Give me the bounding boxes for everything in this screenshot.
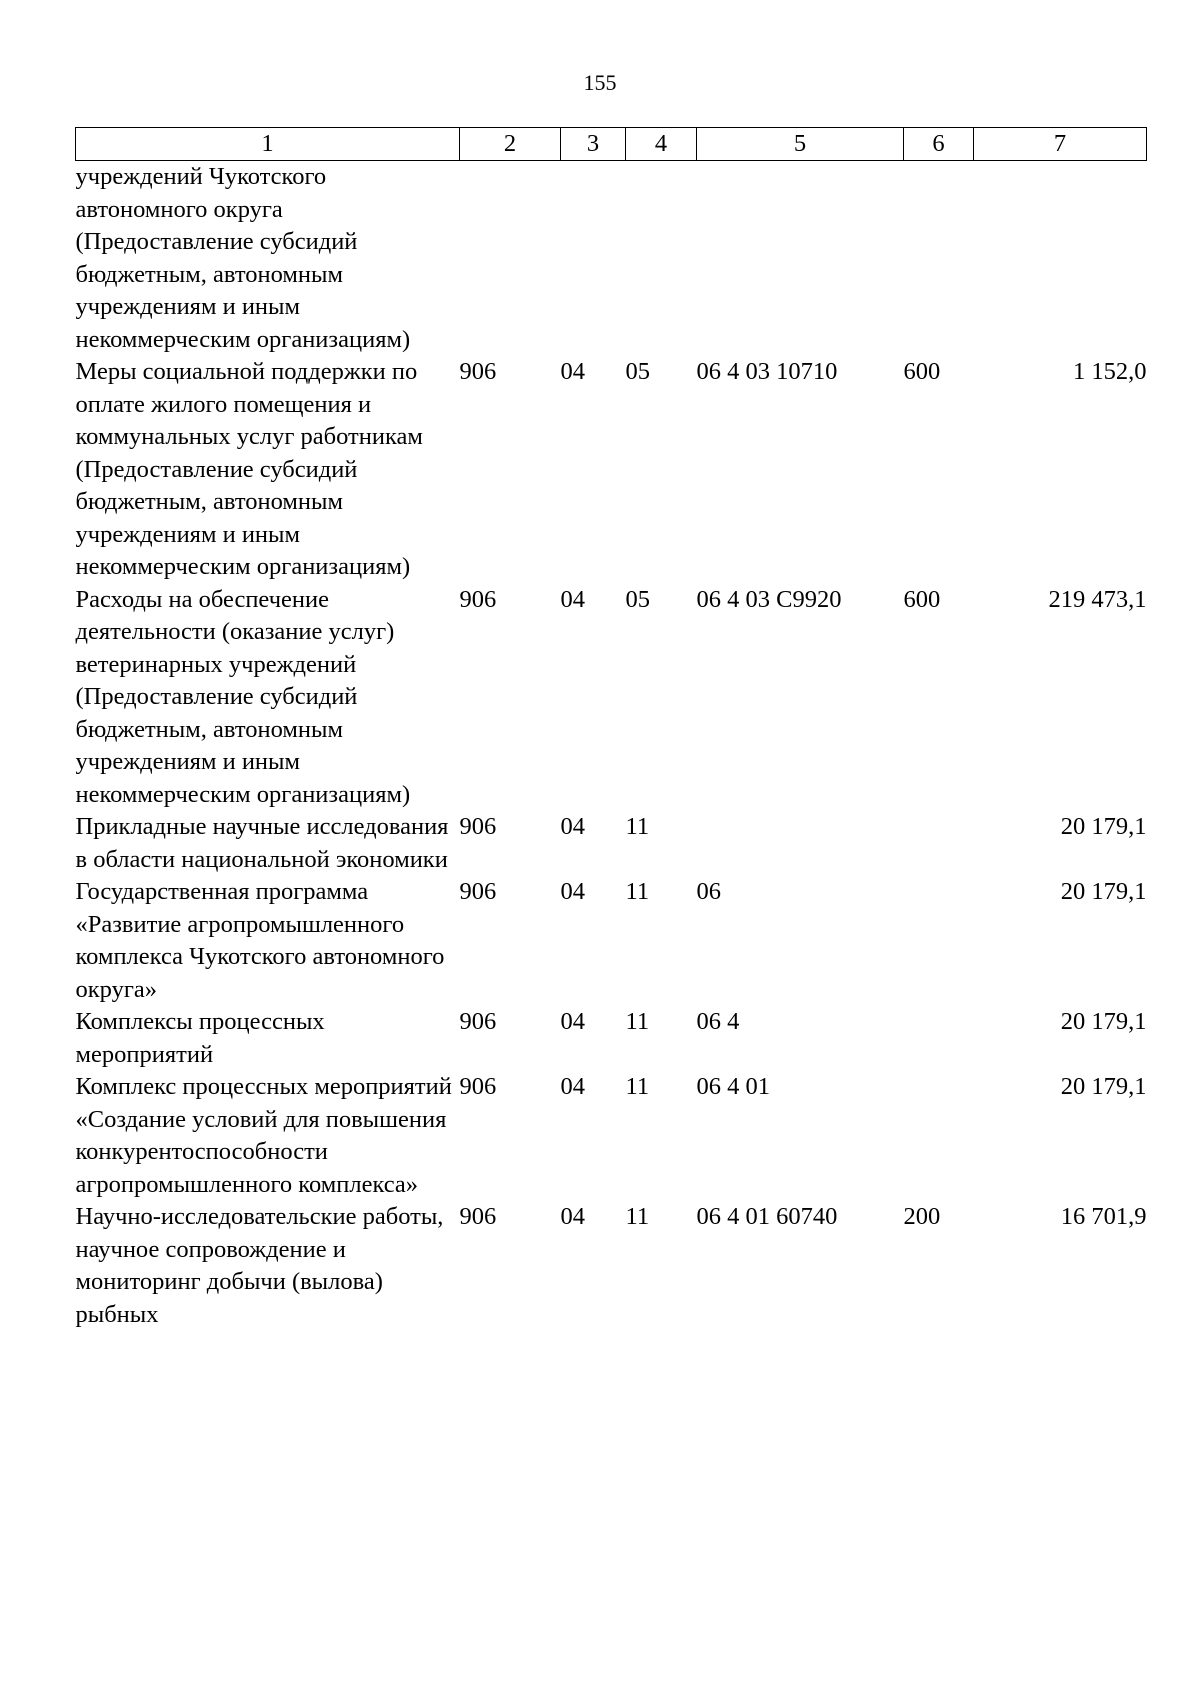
row-name: Прикладные научные исследования в области национальной экономики xyxy=(75,813,449,873)
row-amount: 1 152,0 xyxy=(1073,358,1147,385)
row-target-article: 06 4 03 10710 xyxy=(696,358,838,385)
header-col-1: 1 xyxy=(76,128,460,161)
row-section-code: 04 xyxy=(560,813,585,840)
table-row xyxy=(76,584,1147,812)
table-row xyxy=(76,1006,1147,1071)
row-expense-type xyxy=(904,811,974,876)
row-gr-code xyxy=(460,161,561,357)
row-subsection-code xyxy=(626,161,697,357)
row-subsection-code: 11 xyxy=(625,878,650,905)
header-col-6: 6 xyxy=(904,128,974,161)
table-row xyxy=(76,356,1147,584)
row-expense-type xyxy=(904,876,974,1006)
row-gr-code: 906 xyxy=(459,358,497,385)
budget-table xyxy=(75,127,1147,1331)
header-col-2: 2 xyxy=(460,128,561,161)
table-row xyxy=(76,161,1147,357)
row-gr-code: 906 xyxy=(459,1073,497,1100)
row-subsection-code: 11 xyxy=(625,813,650,840)
row-section-code: 04 xyxy=(560,585,585,613)
row-gr-code: 906 xyxy=(459,813,497,840)
row-subsection-code: 11 xyxy=(625,1073,650,1100)
row-target-article: 06 4 01 xyxy=(696,1073,770,1100)
row-subsection-code: 11 xyxy=(625,1203,650,1230)
row-expense-type: 600 xyxy=(903,358,941,385)
row-gr-code: 906 xyxy=(459,1203,497,1230)
row-name: Расходы на обеспечение деятельности (оказание услуг) ветеринарных учреждений (Предоставление субсидий бюджетным, автономным учреждениям и иным некоммерческим организациям) xyxy=(75,585,411,808)
row-target-article: 06 xyxy=(696,878,721,905)
header-col-5: 5 xyxy=(697,128,904,161)
row-target-article xyxy=(697,811,904,876)
row-amount: 20 179,1 xyxy=(1060,813,1147,840)
row-expense-type: 600 xyxy=(903,585,941,613)
row-amount: 219 473,1 xyxy=(1048,585,1147,613)
row-amount: 20 179,1 xyxy=(1060,1073,1147,1100)
table-body xyxy=(76,161,1147,1332)
row-amount: 20 179,1 xyxy=(1060,878,1147,905)
header-col-4: 4 xyxy=(626,128,697,161)
row-amount: 16 701,9 xyxy=(1060,1203,1147,1230)
row-name: учреждений Чукотского автономного округа (Предоставление субсидий бюджетным, автономным учреждениям и иным некоммерческим организациям) xyxy=(75,163,411,353)
row-target-article: 06 4 01 60740 xyxy=(696,1203,838,1230)
table-row xyxy=(76,811,1147,876)
row-section-code: 04 xyxy=(560,1073,585,1100)
row-name: Комплекс процессных мероприятий «Создание условий для повышения конкурентоспособности агропромышленного комплекса» xyxy=(75,1073,452,1198)
row-target-article: 06 4 xyxy=(696,1008,740,1035)
row-gr-code: 906 xyxy=(459,1008,497,1035)
row-amount xyxy=(974,161,1147,357)
row-gr-code: 906 xyxy=(459,585,497,613)
row-name: Меры социальной поддержки по оплате жилого помещения и коммунальных услуг работникам (Предоставление субсидий бюджетным, автономным учреждениям и иным некоммерческим организациям) xyxy=(75,358,423,580)
row-section-code: 04 xyxy=(560,1203,585,1230)
table-row xyxy=(76,1071,1147,1201)
header-row xyxy=(76,128,1147,161)
row-expense-type: 200 xyxy=(903,1203,941,1230)
row-target-article xyxy=(697,161,904,357)
row-expense-type xyxy=(904,1006,974,1071)
row-expense-type xyxy=(904,161,974,357)
row-name: Научно-исследовательские работы, научное сопровождение и мониторинг добычи (вылова) рыбных xyxy=(75,1203,444,1328)
row-subsection-code: 05 xyxy=(625,585,650,613)
row-section-code: 04 xyxy=(560,1008,585,1035)
row-target-article: 06 4 03 С9920 xyxy=(696,585,842,613)
row-amount: 20 179,1 xyxy=(1060,1008,1147,1035)
row-name: Государственная программа «Развитие агропромышленного комплекса Чукотского автономного округа» xyxy=(75,878,445,1003)
table-row xyxy=(76,876,1147,1006)
table-row xyxy=(76,1201,1147,1331)
row-subsection-code: 11 xyxy=(625,1008,650,1035)
row-expense-type xyxy=(904,1071,974,1201)
row-name: Комплексы процессных мероприятий xyxy=(75,1008,325,1068)
header-col-3: 3 xyxy=(561,128,626,161)
row-section-code: 04 xyxy=(560,878,585,905)
table-header xyxy=(76,128,1147,161)
row-section-code: 04 xyxy=(560,358,585,385)
row-gr-code: 906 xyxy=(459,878,497,905)
row-subsection-code: 05 xyxy=(625,358,650,385)
page-number: 155 xyxy=(583,70,617,95)
header-col-7: 7 xyxy=(974,128,1147,161)
row-section-code xyxy=(561,161,626,357)
